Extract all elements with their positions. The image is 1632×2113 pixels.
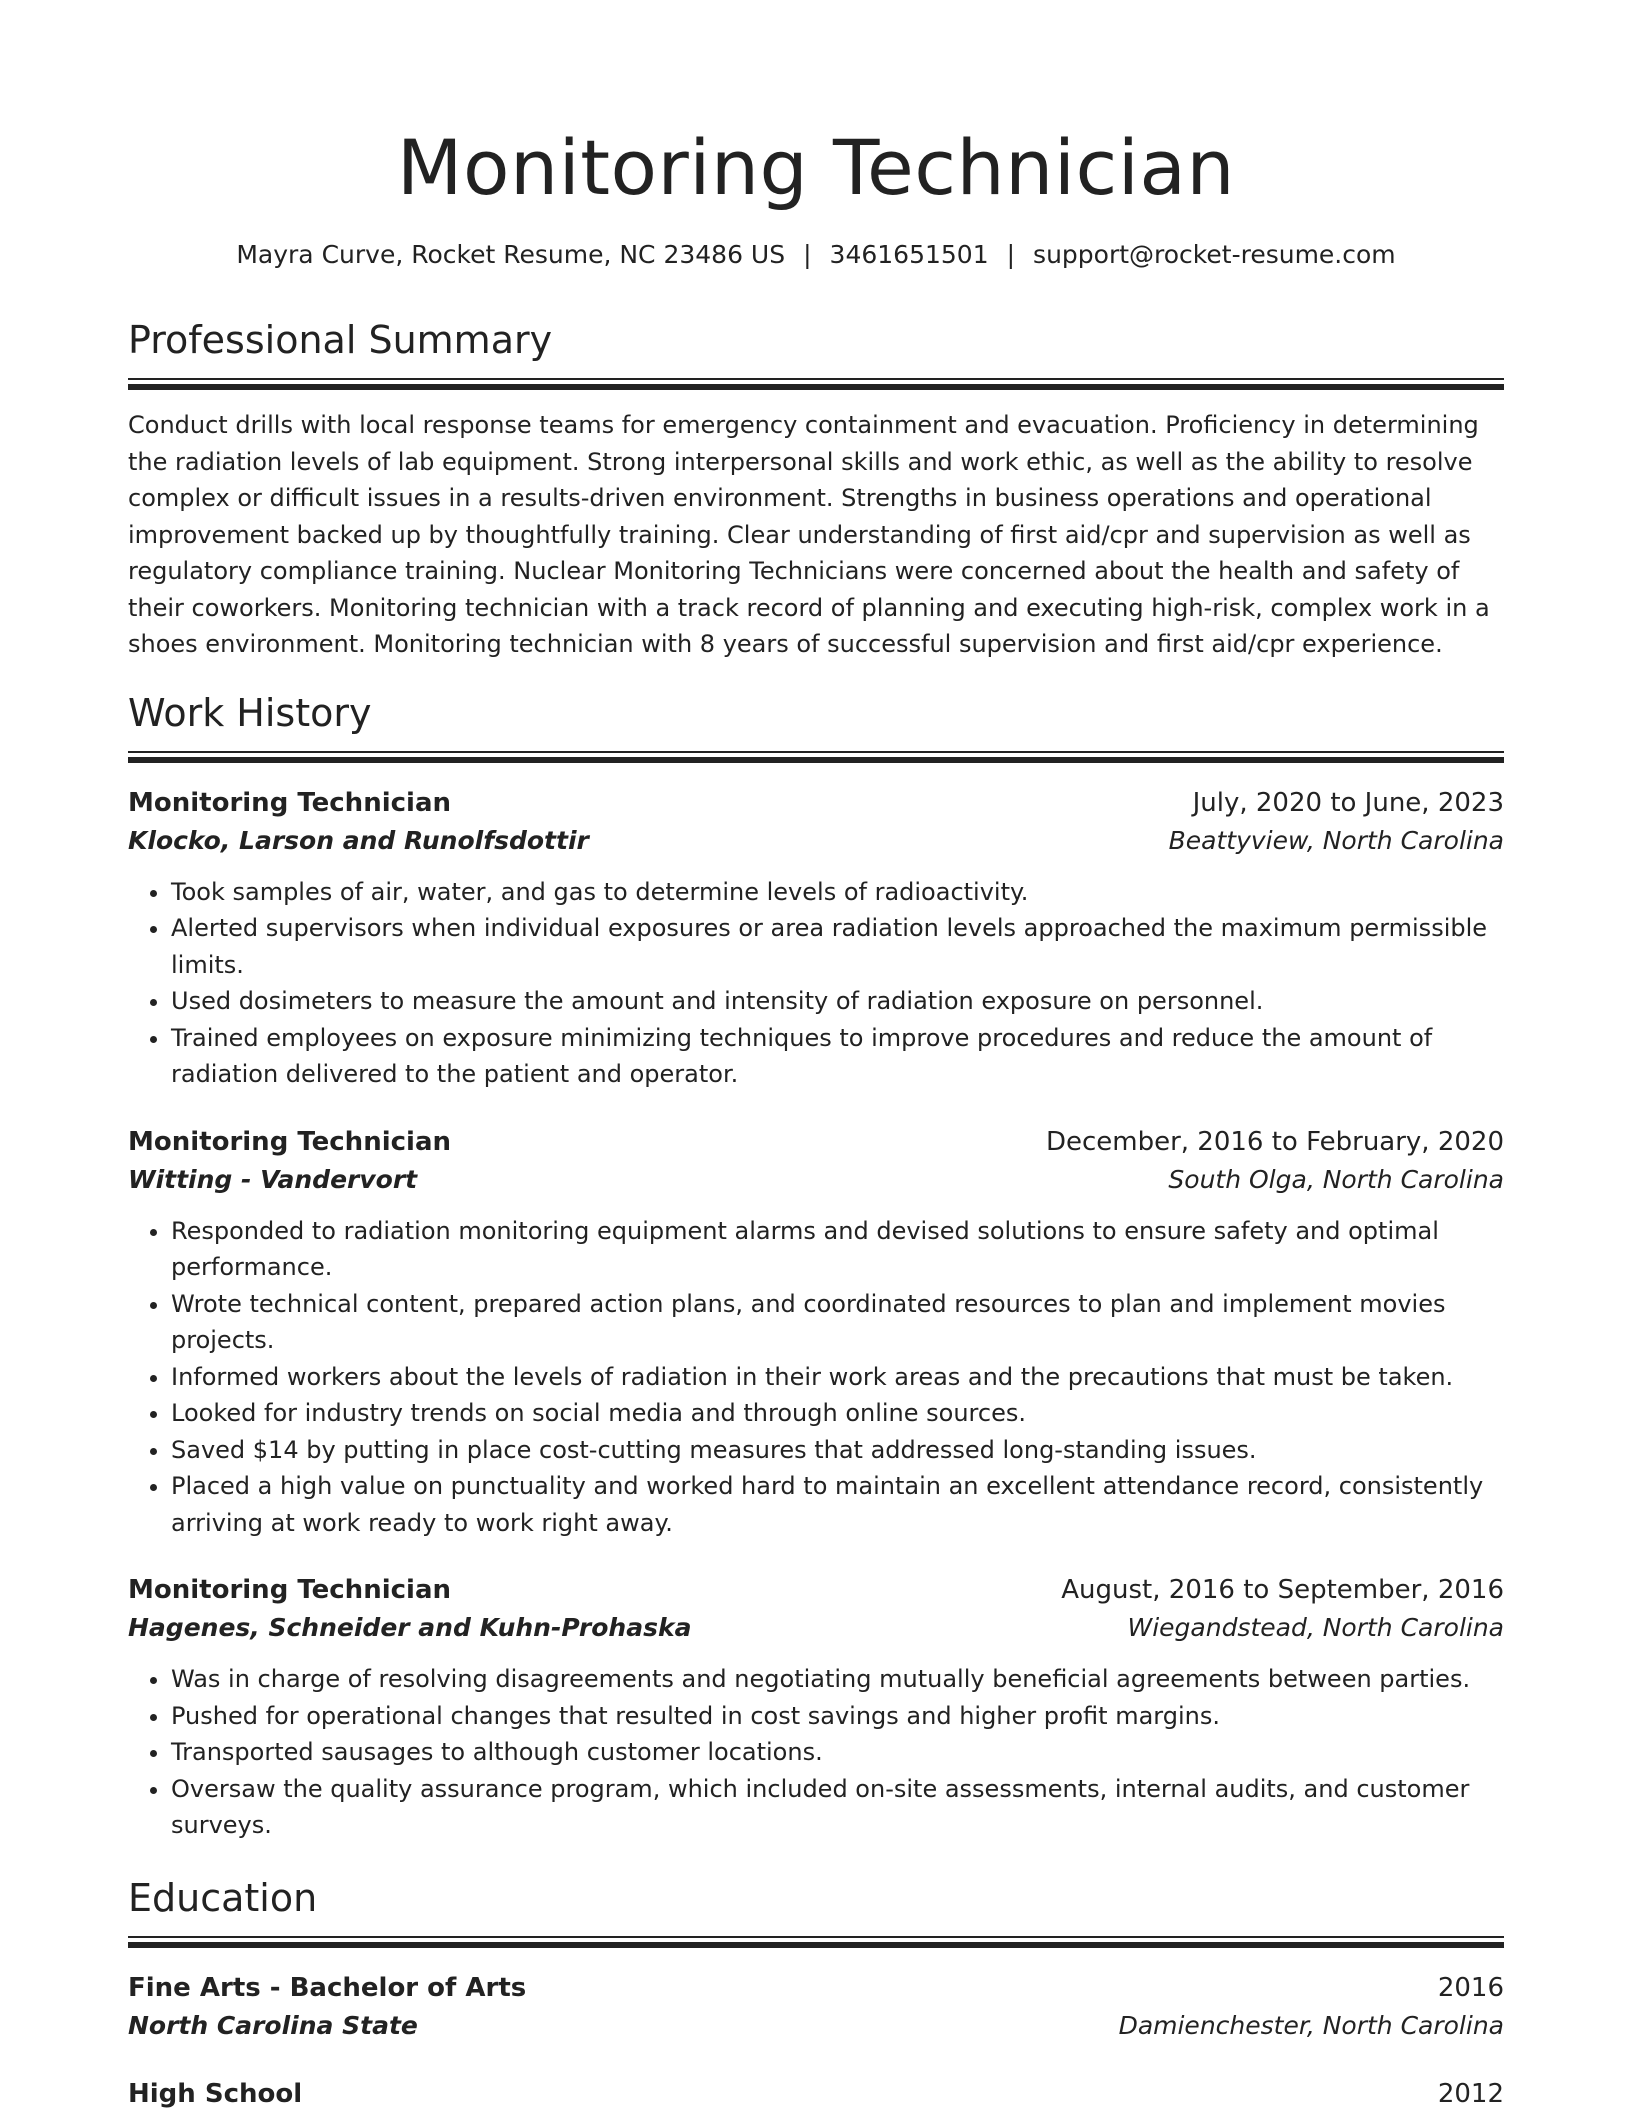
job-bullet: • Informed workers about the levels of radiation in their work areas and the precautions that must be taken.	[171, 1359, 1504, 1396]
contact-email: support@rocket-resume.com	[1033, 240, 1396, 269]
education-degree: High School	[128, 2078, 303, 2109]
job-bullet: • Pushed for operational changes that resulted in cost savings and higher profit margins.	[171, 1698, 1504, 1735]
education-year: 2016	[1437, 1972, 1504, 2003]
education-section	[128, 1874, 1504, 2113]
summary-text: Conduct drills with local response teams for emergency containment and evacuation. Proficiency in determining the radiation levels of lab equipment. Strong interpersonal skills and work ethic, as well as the ability to resolve complex or difficult issues in a results-driven environment. Strengths in business operations and operational improvement backed up by thoughtfully training. Clear understanding of first aid/cpr and supervision as well as regulatory compliance training. Nuclear Monitoring Technicians were concerned about the health and safety of their coworkers. Monitoring technician with a track record of planning and executing high-risk, complex work in a shoes environment. Monitoring technician with 8 years of successful supervision and first aid/cpr experience.	[128, 411, 1490, 658]
job-bullet: • Placed a high value on punctuality and worked hard to maintain an excellent attendance record, consistently arriving at work ready to work right away.	[171, 1468, 1504, 1541]
job-bullet: • Responded to radiation monitoring equipment alarms and devised solutions to ensure safety and optimal performance.	[171, 1213, 1504, 1286]
contact-separator: |	[1006, 240, 1016, 269]
education-entry	[128, 1969, 1504, 2045]
job-bullet: • Took samples of air, water, and gas to determine levels of radioactivity.	[171, 874, 1504, 911]
section-heading-work-history: Work History	[128, 690, 372, 735]
education-year: 2012	[1437, 2078, 1504, 2109]
job-dates: July, 2020 to June, 2023	[1192, 787, 1504, 818]
summary-section	[128, 316, 1504, 663]
contact-separator: |	[803, 240, 812, 269]
work-history-section	[128, 689, 1504, 1844]
job-entry	[128, 1123, 1504, 1542]
resume-title: Monitoring Technician	[396, 123, 1236, 212]
job-dates: December, 2016 to February, 2020	[1045, 1126, 1504, 1157]
job-bullet-list	[128, 874, 1504, 1093]
education-entry	[128, 2075, 1504, 2113]
job-title: Monitoring Technician	[128, 787, 451, 818]
job-bullet: • Saved $14 by putting in place cost-cutting measures that addressed long-standing issues.	[171, 1432, 1504, 1469]
job-bullet: • Was in charge of resolving disagreements and negotiating mutually beneficial agreements between parties.	[171, 1661, 1504, 1698]
section-divider	[128, 378, 1504, 389]
job-location: Wiegandstead, North Carolina	[1127, 1613, 1504, 1642]
job-entry	[128, 1571, 1504, 1844]
job-bullet-list	[128, 1213, 1504, 1542]
contact-phone: 3461651501	[829, 240, 989, 269]
job-bullet: • Transported sausages to although customer locations.	[171, 1734, 1504, 1771]
job-bullet: • Oversaw the quality assurance program, which included on-site assessments, internal audits, and customer surveys.	[171, 1771, 1504, 1844]
section-heading-summary: Professional Summary	[128, 318, 553, 362]
section-divider	[128, 1936, 1504, 1947]
section-divider	[128, 751, 1504, 762]
job-bullet: • Alerted supervisors when individual exposures or area radiation levels approached the maximum permissible limits.	[171, 910, 1504, 983]
job-bullet-list	[128, 1661, 1504, 1844]
contact-address: Mayra Curve, Rocket Resume, NC 23486 US	[236, 240, 786, 269]
job-title: Monitoring Technician	[128, 1126, 451, 1157]
education-school: North Carolina State	[128, 2010, 418, 2040]
job-company: Hagenes, Schneider and Kuhn-Prohaska	[128, 1613, 692, 1642]
job-location: South Olga, North Carolina	[1168, 1164, 1504, 1194]
job-company: Witting - Vandervort	[128, 1164, 418, 1194]
job-entry	[128, 784, 1504, 1093]
education-location: Damienchester, North Carolina	[1118, 2010, 1504, 2040]
job-bullet: • Looked for industry trends on social media and through online sources.	[171, 1395, 1504, 1432]
job-dates: August, 2016 to September, 2016	[1061, 1575, 1504, 1605]
contact-line	[128, 238, 1504, 272]
job-title: Monitoring Technician	[128, 1575, 451, 1605]
job-bullet: • Wrote technical content, prepared action plans, and coordinated resources to plan and implement movies projects.	[171, 1286, 1504, 1359]
section-heading-education: Education	[128, 1875, 318, 1920]
job-bullet: • Trained employees on exposure minimizing techniques to improve procedures and reduce the amount of radiation delivered to the patient and operator.	[171, 1020, 1504, 1093]
job-company: Klocko, Larson and Runolfsdottir	[128, 825, 589, 855]
job-location: Beattyview, North Carolina	[1168, 825, 1504, 855]
education-degree: Fine Arts - Bachelor of Arts	[128, 1972, 527, 2003]
job-bullet: • Used dosimeters to measure the amount and intensity of radiation exposure on personnel.	[171, 983, 1504, 1020]
